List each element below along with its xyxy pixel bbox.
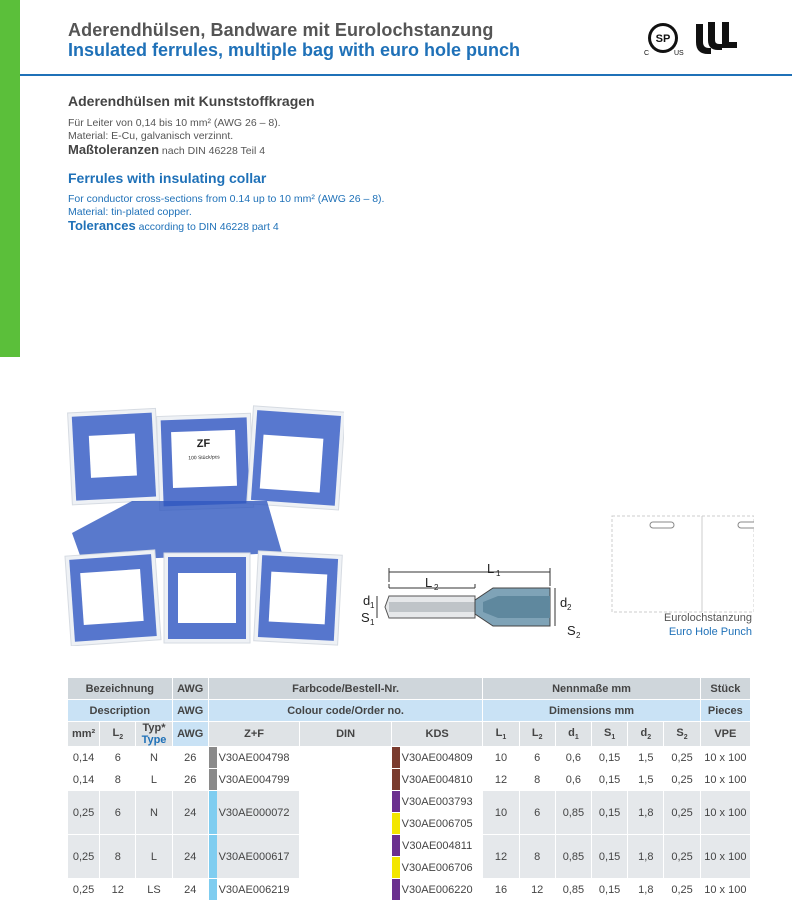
- cell-kds: V30AE004809: [391, 747, 483, 769]
- cell-zf: V30AE000617: [208, 835, 300, 879]
- cell-zf: V30AE004799: [208, 769, 300, 791]
- cell-d1: 0,85: [555, 791, 591, 835]
- material-en: Material: tin-plated copper.: [68, 206, 192, 218]
- cell-kds: V30AE006220: [391, 879, 483, 901]
- col-dim-d2: $d_2$: [628, 722, 664, 747]
- cell-s1: 0,15: [592, 769, 628, 791]
- cell-mm2: 0,14: [68, 747, 100, 769]
- cell-s2: 0,25: [664, 769, 700, 791]
- kds-color-swatch: [392, 813, 400, 834]
- col-zf: Z+F: [208, 722, 300, 747]
- cell-l1: 12: [483, 769, 519, 791]
- cell-vpe: 10 x 100: [700, 791, 750, 835]
- cell-awg: 26: [172, 769, 208, 791]
- table-row: [68, 791, 751, 813]
- cell-awg: 24: [172, 879, 208, 901]
- cell-type: LS: [136, 879, 172, 901]
- cell-vpe: 10 x 100: [700, 879, 750, 901]
- csa-us-mark: US: [674, 50, 684, 57]
- col-dim-l1: $L_1$: [483, 722, 519, 747]
- col-vpe: VPE: [700, 722, 750, 747]
- cell-vpe: 10 x 100: [700, 747, 750, 769]
- cell-din: [300, 769, 392, 791]
- cell-s2: 0,25: [664, 747, 700, 769]
- bag-icon: [72, 501, 282, 561]
- tolerance-de: [68, 142, 265, 157]
- header-row-units: [68, 722, 751, 747]
- cell-l2-dim: 6: [519, 747, 555, 769]
- cell-mm2: 0,25: [68, 835, 100, 879]
- cell-l2-dim: 6: [519, 791, 555, 835]
- col-mm2: mm²: [68, 722, 100, 747]
- certification-logos: [642, 18, 754, 58]
- cell-l2-dim: 8: [519, 835, 555, 879]
- cell-kds: V30AE003793: [391, 791, 483, 813]
- cell-type: L: [136, 835, 172, 879]
- diagram-s2-label: S: [567, 623, 576, 638]
- cell-d1: 0,85: [555, 879, 591, 901]
- heading-en: Ferrules with insulating collar: [68, 170, 267, 186]
- diagram-s1-sub: 1: [370, 618, 375, 627]
- euro-hole-punch-drawing: [608, 510, 754, 613]
- cell-mm2: 0,25: [68, 879, 100, 901]
- bag-icon: [254, 551, 343, 645]
- cell-l2: 8: [100, 835, 136, 879]
- ferrule-dimension-diagram: [355, 560, 591, 642]
- col-awg-de: AWG: [172, 678, 208, 700]
- cell-mm2: 0,14: [68, 769, 100, 791]
- zf-color-swatch: [209, 747, 217, 768]
- kds-color-swatch: [392, 791, 400, 812]
- cell-vpe: 10 x 100: [700, 835, 750, 879]
- punch-label-en: Euro Hole Punch: [668, 626, 752, 638]
- green-side-bar: [0, 0, 20, 357]
- cell-d2: 1,8: [628, 835, 664, 879]
- csa-c-mark: C: [644, 50, 650, 57]
- bag-icon: [164, 553, 250, 643]
- table-row: [68, 835, 751, 857]
- ferrule-drawing-icon: [377, 568, 555, 626]
- col-awg: AWG: [172, 722, 208, 747]
- product-bags-photo: [62, 403, 344, 646]
- cell-l1: 16: [483, 879, 519, 901]
- table-row: [68, 769, 751, 791]
- cell-s1: 0,15: [592, 879, 628, 901]
- kds-color-swatch: [392, 879, 400, 900]
- cell-din: [300, 835, 392, 879]
- diagram-l2-sub: 2: [434, 583, 439, 592]
- cell-zf: V30AE006219: [208, 879, 300, 901]
- cell-s2: 0,25: [664, 879, 700, 901]
- cell-s2: 0,25: [664, 835, 700, 879]
- cell-d1: 0,85: [555, 835, 591, 879]
- cell-d2: 1,5: [628, 747, 664, 769]
- cell-mm2: 0,25: [68, 791, 100, 835]
- bag-icon: [247, 406, 344, 510]
- tolerance-text-de: nach DIN 46228 Teil 4: [159, 145, 266, 157]
- cell-d1: 0,6: [555, 747, 591, 769]
- cell-s1: 0,15: [592, 747, 628, 769]
- zf-color-swatch: [209, 879, 217, 900]
- bag-count-label: 100 Stück/pcs: [188, 454, 220, 462]
- cell-l2-dim: 8: [519, 769, 555, 791]
- cell-d2: 1,8: [628, 791, 664, 835]
- cell-kds: V30AE006706: [391, 857, 483, 879]
- kds-color-swatch: [392, 835, 400, 856]
- zf-color-swatch: [209, 835, 217, 878]
- diagram-d1-sub: 1: [370, 601, 375, 610]
- kds-color-swatch: [392, 747, 400, 768]
- cell-din: [300, 879, 392, 901]
- cell-s1: 0,15: [592, 835, 628, 879]
- bag-icon: [157, 413, 254, 510]
- tolerance-label-de: Maßtoleranzen: [68, 142, 160, 157]
- cell-d2: 1,8: [628, 879, 664, 901]
- cell-l2: 6: [100, 791, 136, 835]
- diagram-d1-label: d: [363, 593, 371, 608]
- col-colour-code: Colour code/Order no.: [208, 700, 483, 722]
- csa-logo-text: SP: [655, 33, 671, 45]
- col-stueck: Stück: [700, 678, 750, 700]
- title-de: Aderendhülsen, Bandware mit Eurolochstanzung: [68, 20, 494, 40]
- col-dim-s2: $S_2$: [664, 722, 700, 747]
- cell-l2: 12: [100, 879, 136, 901]
- kds-color-swatch: [392, 769, 400, 790]
- cell-zf: V30AE000072: [208, 791, 300, 835]
- zf-color-swatch: [209, 791, 217, 834]
- header-row-de: [68, 678, 751, 700]
- title-en: Insulated ferrules, multiple bag with euro hole punch: [68, 40, 521, 60]
- col-nennmasse: Nennmaße mm: [483, 678, 700, 700]
- cell-awg: 26: [172, 747, 208, 769]
- cell-l2: 8: [100, 769, 136, 791]
- tolerance-en: [68, 218, 279, 233]
- zf-color-swatch: [209, 769, 217, 790]
- cell-kds: V30AE004810: [391, 769, 483, 791]
- bag-brand-label: ZF: [196, 437, 211, 451]
- diagram-l1-label: L: [487, 561, 495, 576]
- tolerance-label-en: Tolerances: [68, 218, 136, 233]
- col-pieces: Pieces: [700, 700, 750, 722]
- diagram-l1-sub: 1: [496, 569, 501, 578]
- euro-hole-punch-icon: [612, 516, 754, 612]
- diagram-d2-sub: 2: [567, 603, 572, 612]
- cell-type: L: [136, 769, 172, 791]
- table-row: [68, 747, 751, 769]
- cell-vpe: 10 x 100: [700, 769, 750, 791]
- cell-awg: 24: [172, 835, 208, 879]
- cell-din: [300, 747, 392, 769]
- cell-kds: V30AE006705: [391, 813, 483, 835]
- cell-l1: 10: [483, 791, 519, 835]
- heading-de: Aderendhülsen mit Kunststoffkragen: [68, 93, 315, 109]
- col-type: Typ* Type: [136, 722, 172, 747]
- kds-color-swatch: [392, 857, 400, 878]
- bag-icon: [65, 550, 161, 646]
- material-de: Material: E-Cu, galvanisch verzinnt.: [68, 130, 234, 142]
- punch-label-de: Eurolochstanzung: [663, 612, 752, 624]
- col-awg-en: AWG: [172, 700, 208, 722]
- conductor-range-de: Für Leiter von 0,14 bis 10 mm² (AWG 26 – 8).: [68, 117, 281, 129]
- cell-l2-dim: 12: [519, 879, 555, 901]
- diagram-s2-sub: 2: [576, 631, 581, 640]
- bag-icon: [68, 408, 161, 504]
- col-kds: KDS: [391, 722, 483, 747]
- col-l2: $L_2$: [100, 722, 136, 747]
- cell-s2: 0,25: [664, 791, 700, 835]
- col-description: Description: [68, 700, 173, 722]
- cell-s1: 0,15: [592, 791, 628, 835]
- col-dim-d1: $d_1$: [555, 722, 591, 747]
- cell-type: N: [136, 791, 172, 835]
- cell-l1: 12: [483, 835, 519, 879]
- col-din: DIN: [300, 722, 392, 747]
- cell-l1: 10: [483, 747, 519, 769]
- cell-type: N: [136, 747, 172, 769]
- product-table: [67, 677, 751, 901]
- conductor-range-en: For conductor cross-sections from 0.14 up to 10 mm² (AWG 26 – 8).: [68, 193, 385, 205]
- diagram-d2-label: d: [560, 595, 568, 610]
- cell-din: [300, 791, 392, 835]
- diagram-s1-label: S: [361, 610, 370, 625]
- cell-l2: 6: [100, 747, 136, 769]
- table-row: [68, 879, 751, 901]
- diagram-l2-label: L: [425, 575, 433, 590]
- header-row-en: [68, 700, 751, 722]
- ul-logo-icon: [696, 22, 737, 54]
- cell-d2: 1,5: [628, 769, 664, 791]
- header-divider: [20, 74, 792, 76]
- cell-kds: V30AE004811: [391, 835, 483, 857]
- cell-d1: 0,6: [555, 769, 591, 791]
- col-dim-l2: $L_2$: [519, 722, 555, 747]
- col-bezeichnung: Bezeichnung: [68, 678, 173, 700]
- cell-awg: 24: [172, 791, 208, 835]
- tolerance-text-en: according to DIN 46228 part 4: [135, 221, 279, 233]
- col-dimensions: Dimensions mm: [483, 700, 700, 722]
- col-farbcode: Farbcode/Bestell-Nr.: [208, 678, 483, 700]
- col-dim-s1: $S_1$: [592, 722, 628, 747]
- cell-zf: V30AE004798: [208, 747, 300, 769]
- csa-logo-icon: [644, 23, 684, 57]
